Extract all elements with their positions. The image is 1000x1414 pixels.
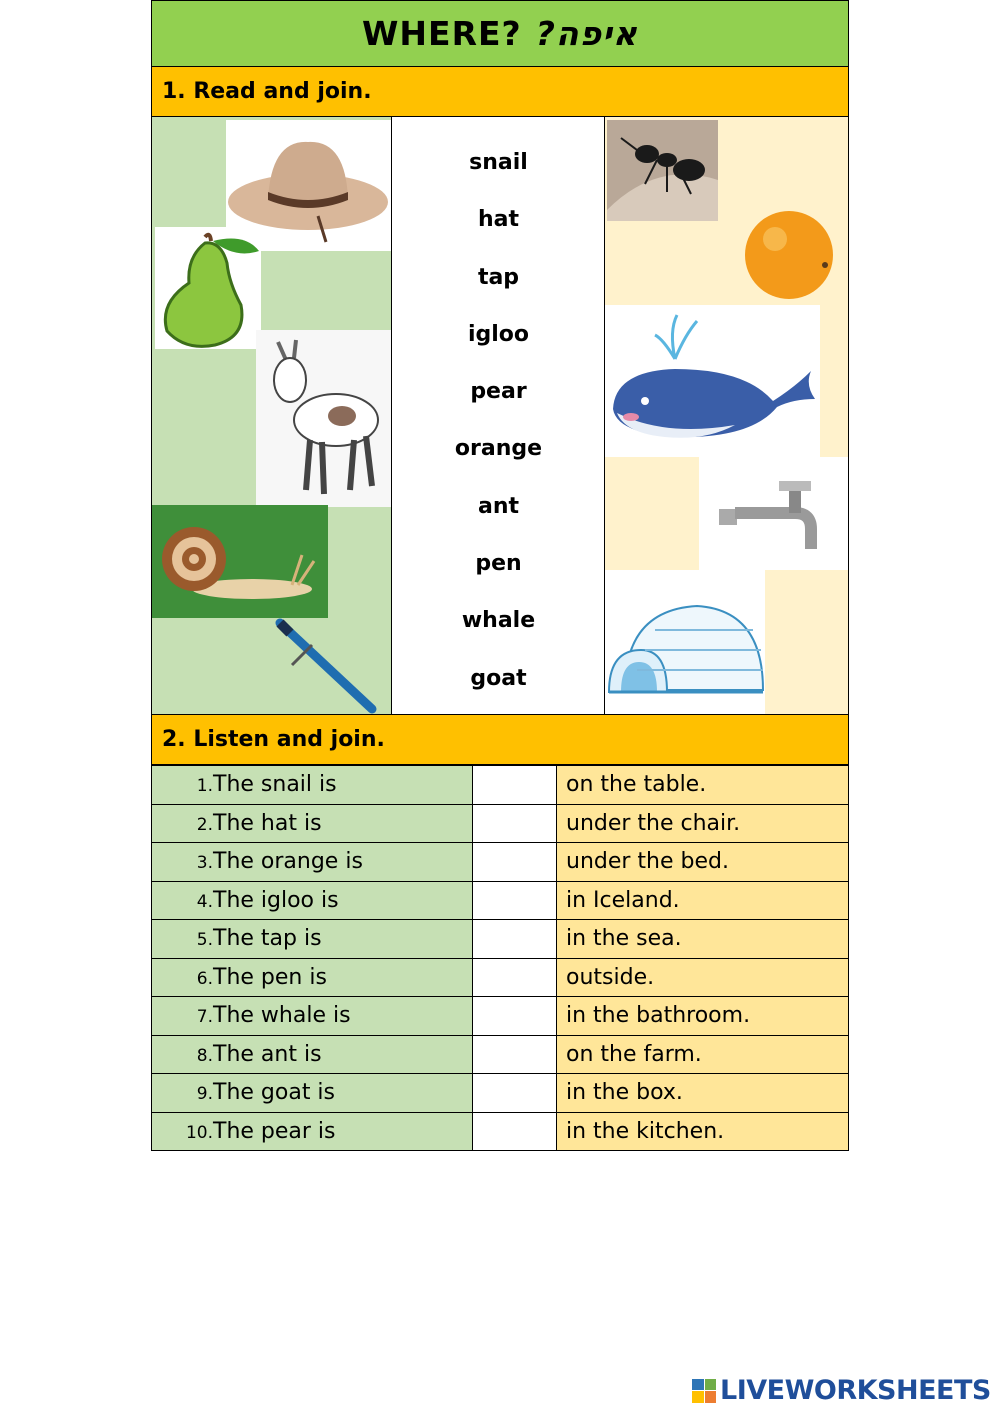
answer-input[interactable]: [473, 920, 557, 959]
tap-picture[interactable]: [699, 457, 848, 570]
sentence-cell: [152, 1112, 473, 1151]
sentence-cell: [152, 958, 473, 997]
ending-cell: on the table.: [557, 766, 849, 805]
word-item[interactable]: snail: [469, 150, 528, 175]
ending-cell: in the box.: [557, 1074, 849, 1113]
read-and-join-area: [151, 117, 849, 715]
brand-name: LIVEWORKSHEETS: [720, 1375, 991, 1406]
word-list: [392, 145, 605, 718]
sentence-start: The tap is: [213, 926, 322, 952]
ending-cell: in the kitchen.: [557, 1112, 849, 1151]
row-number: 10.: [185, 1122, 213, 1143]
row-number: 5.: [196, 930, 213, 951]
brand-mark-icon: [692, 1379, 716, 1403]
sentence-cell: [152, 843, 473, 882]
answer-input[interactable]: [473, 804, 557, 843]
word-item[interactable]: orange: [454, 436, 543, 462]
answer-input[interactable]: [473, 766, 557, 805]
table-row: [152, 881, 849, 920]
worksheet: [151, 0, 849, 1151]
table-row: [152, 1112, 849, 1151]
table-row: [152, 997, 849, 1036]
sentence-cell: [152, 881, 473, 920]
answer-input[interactable]: [473, 1112, 557, 1151]
answer-input[interactable]: [473, 958, 557, 997]
ending-cell: under the bed.: [557, 843, 849, 882]
worksheet-title: [151, 0, 849, 67]
sentence-cell: [152, 1035, 473, 1074]
word-item[interactable]: igloo: [467, 321, 530, 347]
answer-input[interactable]: [473, 843, 557, 882]
sentence-start: The hat is: [213, 810, 322, 836]
whale-picture[interactable]: [605, 305, 820, 457]
ending-cell: under the chair.: [557, 804, 849, 843]
ending-cell: outside.: [557, 958, 849, 997]
table-row: [152, 958, 849, 997]
answer-input[interactable]: [473, 881, 557, 920]
sentence-cell: [152, 920, 473, 959]
sentence-cell: [152, 1074, 473, 1113]
word-column: [392, 117, 605, 714]
section-2-heading: 2. Listen and join.: [151, 715, 849, 765]
left-picture-column: [152, 117, 392, 714]
title-hebrew: איפה?: [535, 14, 638, 53]
goat-picture[interactable]: [256, 330, 391, 507]
ending-cell: in Iceland.: [557, 881, 849, 920]
sentence-start: The snail is: [213, 772, 337, 798]
word-item[interactable]: ant: [477, 493, 520, 519]
listen-and-join-table: [151, 765, 849, 1151]
row-number: 9.: [196, 1084, 213, 1105]
sentence-start: The whale is: [213, 1003, 351, 1029]
word-item[interactable]: goat: [470, 665, 527, 691]
row-number: 6.: [196, 968, 213, 989]
answer-input[interactable]: [473, 997, 557, 1036]
answer-input[interactable]: [473, 1074, 557, 1113]
word-item[interactable]: pen: [475, 551, 522, 577]
sentence-start: The ant is: [213, 1041, 322, 1067]
sentence-start: The igloo is: [213, 887, 339, 913]
sentence-cell: [152, 804, 473, 843]
row-number: 1.: [196, 776, 213, 797]
answer-input[interactable]: [473, 1035, 557, 1074]
row-number: 8.: [196, 1045, 213, 1066]
row-number: 4.: [196, 891, 213, 912]
liveworksheets-logo[interactable]: [692, 1375, 991, 1406]
ant-picture[interactable]: [607, 120, 718, 221]
table-row: [152, 1074, 849, 1113]
sentence-start: The pear is: [213, 1118, 336, 1144]
word-item[interactable]: whale: [461, 608, 536, 634]
table-row: [152, 1035, 849, 1074]
snail-picture[interactable]: [152, 505, 328, 618]
sentence-start: The pen is: [213, 964, 327, 990]
sentence-start: The orange is: [213, 849, 363, 875]
pear-picture[interactable]: [155, 227, 261, 349]
table-row: [152, 843, 849, 882]
sentence-cell: [152, 766, 473, 805]
ending-cell: in the sea.: [557, 920, 849, 959]
word-item[interactable]: tap: [477, 264, 520, 290]
igloo-picture[interactable]: [605, 570, 765, 714]
ending-cell: on the farm.: [557, 1035, 849, 1074]
title-english: WHERE?: [362, 14, 522, 53]
sentence-start: The goat is: [213, 1080, 336, 1106]
row-number: 7.: [196, 1007, 213, 1028]
row-number: 3.: [196, 853, 213, 874]
sentence-cell: [152, 997, 473, 1036]
orange-picture[interactable]: [733, 203, 845, 303]
word-item[interactable]: pear: [470, 379, 527, 405]
table-row: [152, 766, 849, 805]
word-item[interactable]: hat: [477, 207, 520, 233]
ending-cell: in the bathroom.: [557, 997, 849, 1036]
right-picture-column: [605, 117, 848, 714]
table-row: [152, 804, 849, 843]
table-row: [152, 920, 849, 959]
row-number: 2.: [196, 814, 213, 835]
pen-picture[interactable]: [272, 617, 382, 714]
section-1-heading: 1. Read and join.: [151, 67, 849, 117]
